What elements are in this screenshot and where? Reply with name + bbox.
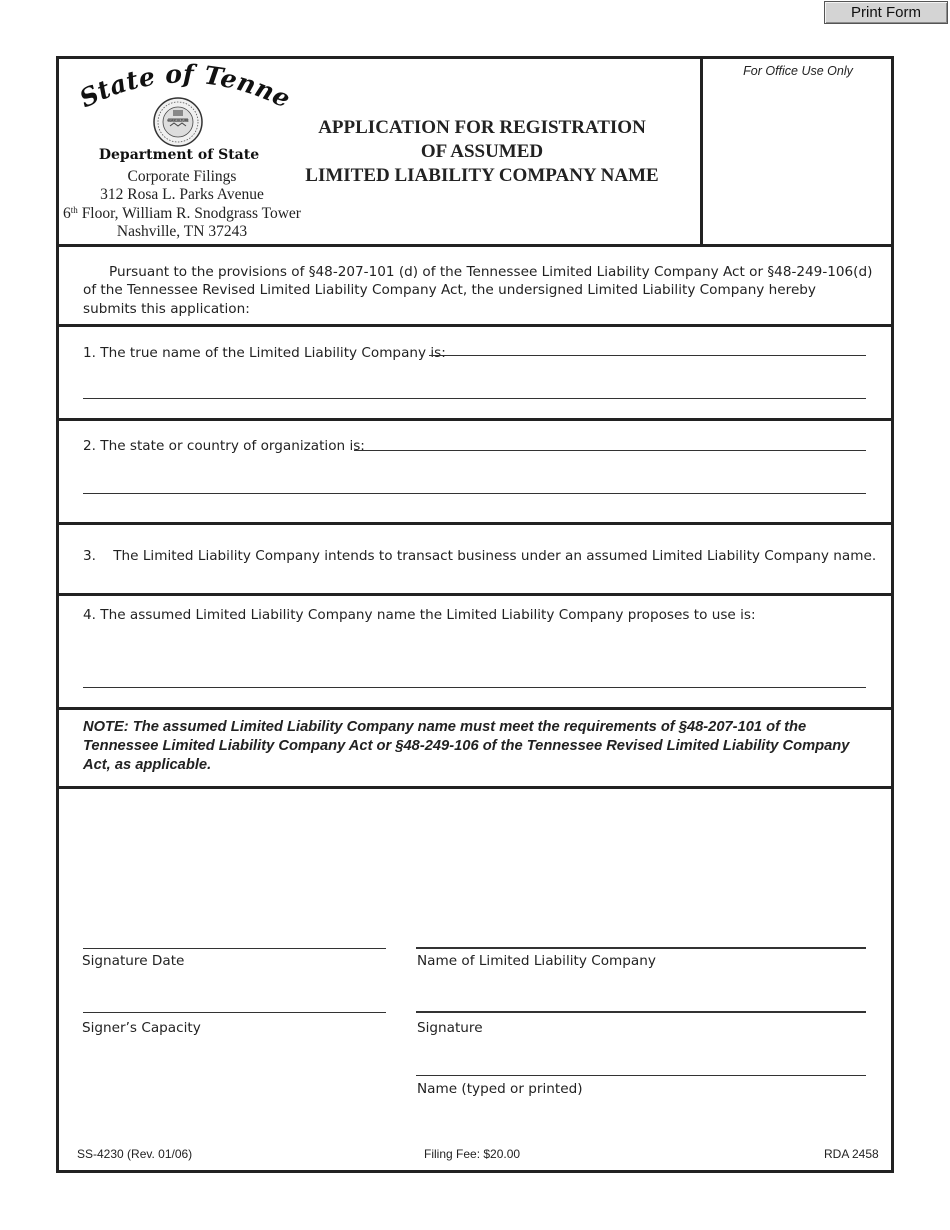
- section-divider: [59, 786, 891, 789]
- address-line: 6th Floor, William R. Snodgrass Tower: [63, 204, 301, 222]
- rda-number: RDA 2458: [824, 1147, 879, 1161]
- assumed-name-field[interactable]: [83, 687, 866, 688]
- svg-text:AGRICULTURE: AGRICULTURE: [166, 118, 190, 123]
- office-use-divider: [700, 59, 703, 247]
- signature-label: Signature: [417, 1020, 483, 1036]
- signature-field[interactable]: [416, 1011, 866, 1013]
- section-divider: [59, 418, 891, 421]
- state-of-organization-field[interactable]: [354, 450, 866, 451]
- item-2-label: 2. The state or country of organization is:: [83, 438, 365, 454]
- svg-text:State of Tennessee: State of Tenne: [75, 63, 295, 114]
- form-title-line: LIMITED LIABILITY COMPANY NAME: [305, 165, 659, 186]
- office-use-label: For Office Use Only: [743, 64, 853, 78]
- section-divider: [59, 324, 891, 327]
- print-form-button[interactable]: Print Form: [824, 1, 948, 24]
- item-4-label: 4. The assumed Limited Liability Company name the Limited Liability Company proposes to use is:: [83, 607, 756, 623]
- llc-name-label: Name of Limited Liability Company: [417, 953, 656, 969]
- form-title-line: OF ASSUMED: [420, 141, 544, 162]
- form-frame: [56, 56, 894, 1173]
- intro-paragraph: Pursuant to the provisions of §48-207-101 (d) of the Tennessee Limited Liability Company Act or §48-249-106(d) of the Tennessee Revised Limited Liability Company Act, the undersigned Limited Liability Company hereby submits this application:: [83, 264, 873, 317]
- item-3-statement: 3. The Limited Liability Company intends to transact business under an assumed Limited Liability Company name.: [83, 548, 877, 564]
- address-line: Corporate Filings: [127, 168, 237, 185]
- signature-date-label: Signature Date: [82, 953, 185, 969]
- seal-icon: [152, 96, 204, 148]
- llc-name-field[interactable]: [416, 947, 866, 949]
- section-divider: [59, 244, 891, 247]
- address-line: 312 Rosa L. Parks Avenue: [100, 186, 264, 204]
- form-title-line: APPLICATION FOR REGISTRATION: [318, 117, 646, 138]
- signer-capacity-label: Signer’s Capacity: [82, 1020, 201, 1036]
- state-of-organization-field-line2[interactable]: [83, 493, 866, 494]
- printed-name-field[interactable]: [416, 1075, 866, 1076]
- signer-capacity-field[interactable]: [83, 1012, 386, 1013]
- section-divider: [59, 522, 891, 525]
- true-name-field-line2[interactable]: [83, 398, 866, 399]
- form-title: [259, 116, 705, 188]
- department-name: Department of State: [98, 147, 260, 163]
- item-1-label: 1. The true name of the Limited Liability Company is:: [83, 345, 446, 361]
- address-line: Nashville, TN 37243: [116, 222, 248, 240]
- section-divider: [59, 707, 891, 710]
- signature-date-field[interactable]: [83, 948, 386, 949]
- note-text: NOTE: The assumed Limited Liability Company name must meet the requirements of §48-207-101 of the Tennessee Limited Liability Company Act or §48-249-106 of the Tennessee Revised Limited Liability Company Act, as applicable.: [83, 719, 850, 774]
- true-name-field[interactable]: [429, 355, 866, 356]
- filing-fee: Filing Fee: $20.00: [424, 1147, 521, 1161]
- printed-name-label: Name (typed or printed): [417, 1081, 583, 1097]
- state-seal: [152, 96, 204, 148]
- form-number: SS-4230 (Rev. 01/06): [77, 1147, 193, 1161]
- section-divider: [59, 593, 891, 596]
